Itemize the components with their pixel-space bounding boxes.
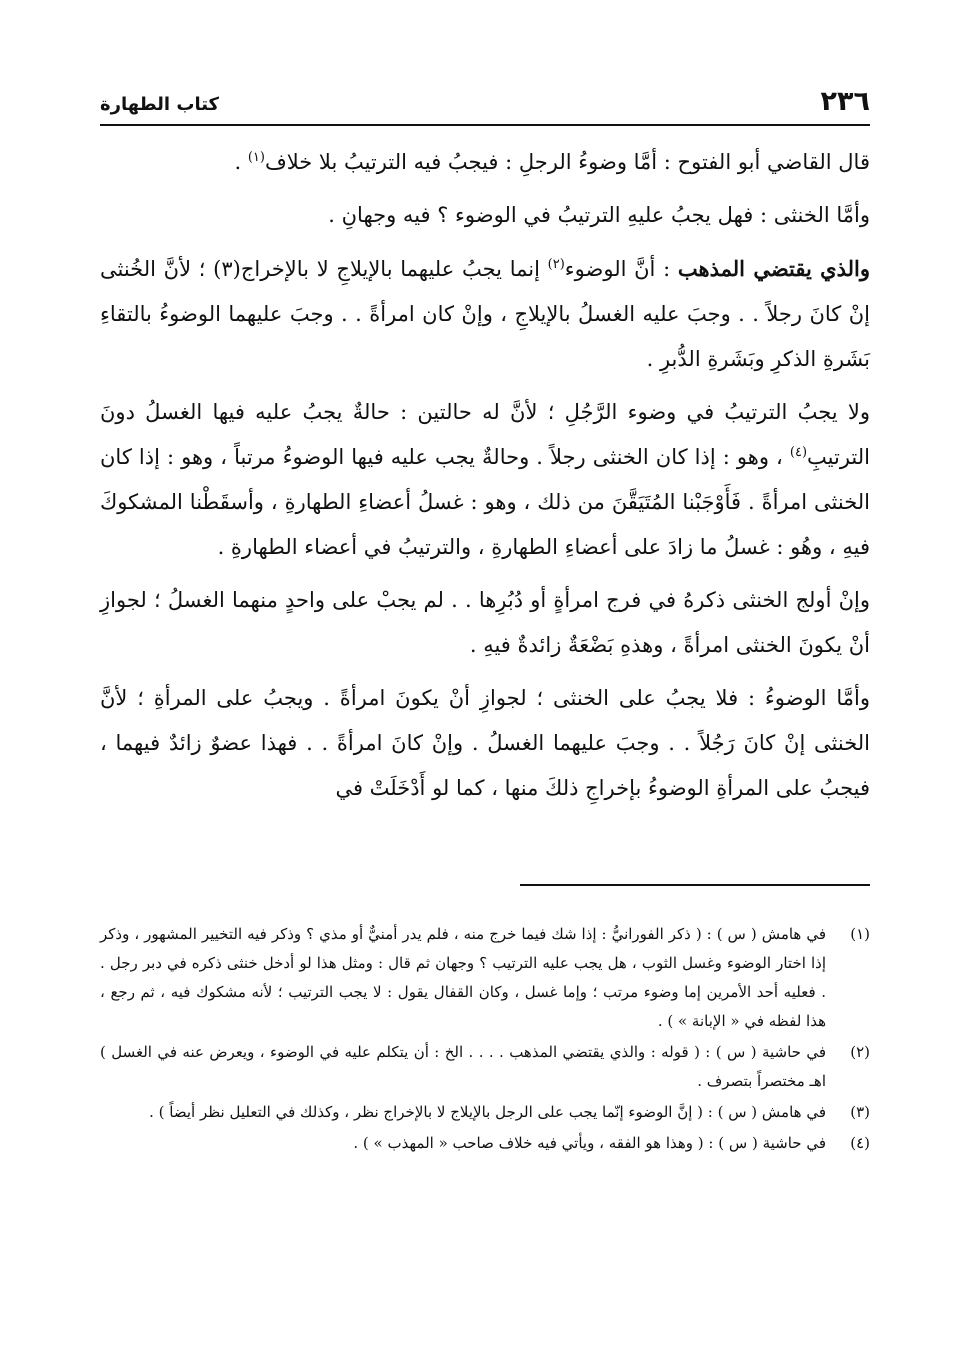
footnote-number: (٣) xyxy=(850,1103,870,1121)
footnote xyxy=(100,920,870,1036)
footnote-text: في هامش ( س ) : ( ذكر الفورانيُّ : إذا شك فيما خرج منه ، فلم يدر أمنيٌّ أو مذي ؟ وذكر فيه التخيير المشهور ، وذكر إذا اختار الوضوء وغسل الثوب ، هل يجب عليه الترتيب ؟ وجهان ثم قال : ومثل هذا لو أدخل خنثى ذكره في دبر رجل . . فعليه أحد الأمرين إما وضوء مرتب ؛ وإما غسل ، وكان القفال يقول : لا يجب الترتيب ؛ لأنه مشكوك فيه ، ثم رجع ، هذا لفظه في « الإبانة » ) . xyxy=(100,925,826,1030)
footnote xyxy=(100,1129,870,1158)
main-text xyxy=(100,140,870,819)
paragraph-text: . xyxy=(234,150,248,174)
paragraph-text: وأمَّا الخنثى : فهل يجبُ عليهِ الترتيبُ في الوضوء ؟ فيه وجهانِ . xyxy=(328,203,870,227)
paragraph-lead: والذي يقتضي المذهب xyxy=(677,256,871,281)
footnotes xyxy=(100,920,870,1160)
footnote-text: في حاشية ( س ) : ( وهذا هو الفقه ، ويأتي فيه خلاف صاحب « المهذب » ) . xyxy=(353,1134,826,1152)
paragraph xyxy=(100,578,870,668)
paragraph xyxy=(100,140,870,185)
paragraph-text: وأمَّا الوضوءُ : فلا يجبُ على الخنثى ؛ لجوازِ أنْ يكونَ امرأةً . ويجبُ على المرأةِ ؛ لأنَّ الخنثى إنْ كانَ رَجُلاً . . وجبَ عليهما الغسلُ . وإنْ كانَ امرأةً . . فهذا عضوٌ زائدٌ فيهما ، فيجبُ على المرأةِ الوضوءُ بإخراجِ ذلكَ منها ، كما لو أَدْخَلَتْ في xyxy=(100,686,870,800)
paragraph-text: إنما يجبُ عليهما بالإيلاجِ لا بالإخراج(٣) ؛ لأنَّ الخُنثى إنْ كانَ رجلاً . . وجبَ عليه الغسلُ بالإيلاجِ ، وإنْ كان امرأةً . . وجبَ عليهما الوضوءُ بالتقاءِ بَشَرةِ الذكرِ وبَشَرةِ الدُّبرِ . xyxy=(100,257,870,371)
paragraph xyxy=(100,246,870,382)
footnote-marker[interactable]: (١) xyxy=(247,150,265,165)
footnote xyxy=(100,1038,870,1096)
paragraph-text: قال القاضي أبو الفتوح : أمَّا وضوءُ الرجلِ : فيجبُ فيه الترتيبُ بلا خلاف xyxy=(264,150,870,174)
paragraph-text: ولا يجبُ الترتيبُ في وضوء الرَّجُلِ ؛ لأنَّ له حالتين : حالةٌ يجبُ عليه فيها الغسلُ دونَ الترتيبِ xyxy=(100,400,870,469)
paragraph-text: وإنْ أولج الخنثى ذكرهُ في فرج امرأةٍ أو دُبُرِها . . لم يجبْ على واحدٍ منهما الغسلُ ؛ لجوازِ أنْ يكونَ الخنثى امرأةً ، وهذهِ بَضْعَةٌ زائدةٌ فيهِ . xyxy=(100,588,870,657)
footnote-number: (٤) xyxy=(850,1134,870,1152)
paragraph-text: ، وهو : إذا كان الخنثى رجلاً . وحالةٌ يجب عليه فيها الوضوءُ مرتباً ، وهو : إذا كان الخنثى امرأةً . فَأَوْجَبْنا المُتَيَقَّنَ من ذلك ، وهو : غسلُ أعضاءِ الطهارةِ ، وأسقَطْنا المشكوكَ فيهِ ، وهُو : غسلُ ما زادَ على أعضاءِ الطهارةِ ، والترتيبُ في أعضاء الطهارةِ . xyxy=(100,445,870,559)
paragraph xyxy=(100,193,870,238)
page-header xyxy=(100,84,870,126)
paragraph xyxy=(100,676,870,811)
footnote-text: في حاشية ( س ) : ( قوله : والذي يقتضي المذهب . . . . الخ : أن يتكلم عليه في الوضوء ، ويعرض عنه في الغسل ) اهـ مختصراً بتصرف . xyxy=(100,1043,826,1090)
page-number: ٢٣٦ xyxy=(820,86,870,117)
footnote-number: (١) xyxy=(850,925,870,943)
paragraph-text: : أنَّ الوضوء xyxy=(564,257,678,281)
footnote-marker[interactable]: (٤) xyxy=(789,445,808,460)
footnote-number: (٢) xyxy=(850,1043,870,1061)
paragraph xyxy=(100,390,870,570)
footnote-separator xyxy=(520,884,870,886)
running-title: كتاب الطهارة xyxy=(100,94,220,115)
footnote xyxy=(100,1098,870,1127)
footnote-text: في هامش ( س ) : ( إنَّ الوضوء إنّما يجب على الرجل بالإيلاج لا بالإخراج نظر ، وكذلك في التعليل نظر أيضاً ) . xyxy=(149,1103,826,1121)
footnote-marker[interactable]: (٢) xyxy=(547,257,565,272)
